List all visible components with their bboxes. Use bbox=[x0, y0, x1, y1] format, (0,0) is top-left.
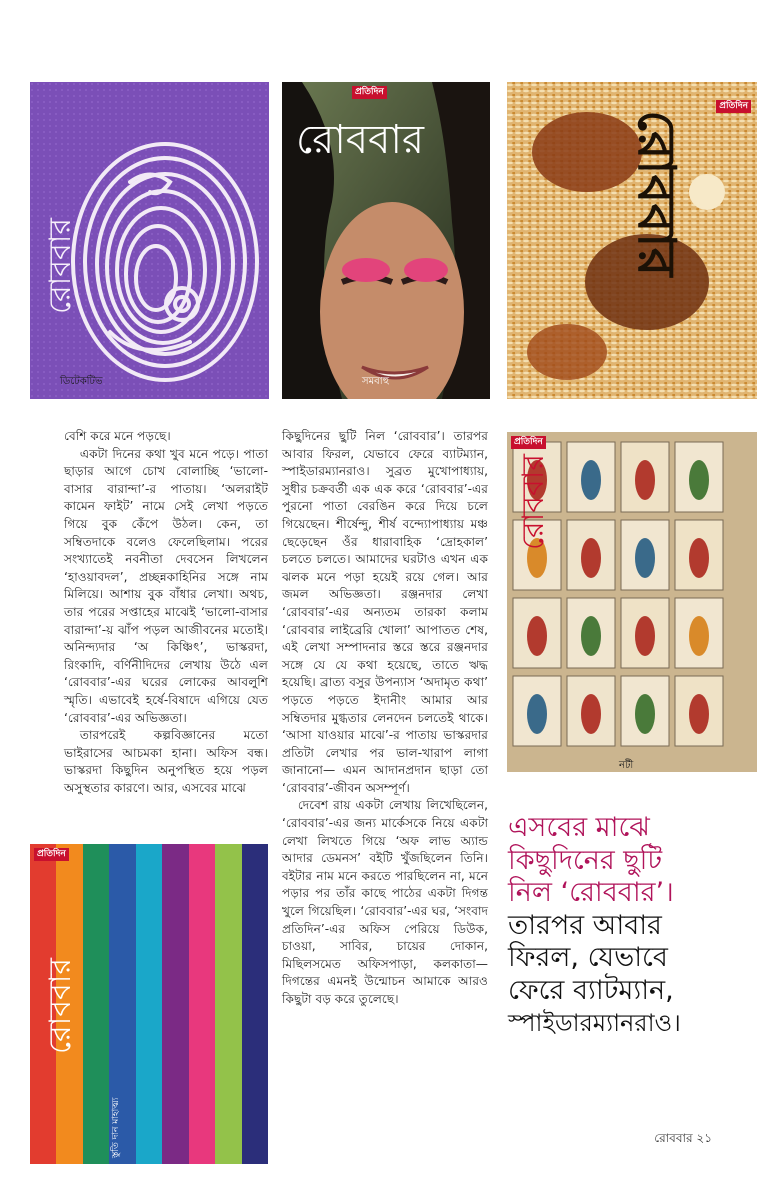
cover-caption: সমবাহু bbox=[362, 376, 390, 387]
cover-portrait bbox=[282, 82, 490, 399]
cover-brand: প্রতিদিন bbox=[34, 848, 69, 861]
cover-caption: স্তুতি দান মাহাত্ম্য bbox=[111, 1097, 121, 1158]
pull-quote-line: ফেরে ব্যাটম্যান, bbox=[508, 974, 674, 1006]
cover-fingerprint bbox=[30, 82, 269, 399]
cover-caption: ডিটেকটিভ bbox=[60, 376, 103, 387]
article-paragraph: একটা দিনের কথা খুব মনে পড়ে। পাতা ছাড়ার আগে চোখ বোলাচ্ছি ‘ভালো-বাসার বারান্দা’-র পাতায়। ‘অলরাইট কামেন ফাইট’ নামে সেই লেখা পড়তে গিয়ে বুক কেঁপে উঠল। কেন, তা সম্বিতদাকে বলেও ফেলেছিলাম। পরের সংখ্যাতেই নবনীতা দেবসেন লিখলেন ‘হাওয়াবদল’, প্রচ্ছন্নকাহিনির সঙ্গে নাম মিলিয়ে। আশায় বুক বাঁধার লেখা। অথচ, তার পরের সপ্তাহের মাঝেই ‘ভালো-বাসার বারান্দা’-য় ঝাঁপ পড়ল আজীবনের মতোই। অনিন্দ্যদার ‘অ কিঞ্চিৎ’, ভাস্করদা, রিংকাদি, বর্ণিনীদিদের লেখায় উঠে এল ‘রোববার’-এর ঘরের লোকের আবলুশি স্মৃতি। এভাবেই হর্ষে-বিষাদে এগিয়ে যেত ‘রোববার’-এর অভিজ্ঞতা। bbox=[64, 446, 268, 725]
pull-quote-line: স্পাইডারম্যানরাও। bbox=[508, 1009, 681, 1037]
color-stripe bbox=[136, 844, 162, 1164]
cover-cards bbox=[507, 432, 757, 772]
cover-stripes bbox=[30, 844, 268, 1164]
cover-food bbox=[507, 82, 757, 399]
cover-title: রোববার bbox=[43, 218, 78, 314]
cover-title: রোববার bbox=[516, 454, 551, 550]
color-stripe bbox=[162, 844, 188, 1164]
cover-title: রোববার bbox=[626, 110, 687, 277]
pull-quote-line: এসবের মাঝে bbox=[508, 812, 650, 843]
cover-title: রোববার bbox=[43, 958, 78, 1054]
color-stripe bbox=[215, 844, 241, 1164]
article-column-2 bbox=[282, 428, 488, 1009]
cover-brand: প্রতিদিন bbox=[352, 86, 387, 99]
article-column-1 bbox=[64, 428, 268, 797]
page-folio: রোববার ২১ bbox=[654, 1131, 712, 1145]
article-paragraph: বেশি করে মনে পড়ছে। bbox=[64, 429, 171, 443]
article-paragraph: কিছুদিনের ছুটি নিল ‘রোববার’। তারপর আবার ফিরল, যেভাবে ফেরে ব্যাটম্যান, স্পাইডারম্যানরাও। সুব্রত মুখোপাধ্যায়, সুধীর চক্রবর্তী এক এক করে ‘রোববার’-এর পুরনো পাতা বেরঙিন করে দিয়ে চলে গিয়েছেন। শীর্ষেন্দু, শীর্ষ বন্দ্যোপাধ্যায় মঞ্চ ছেড়েছেন ওঁর ধারাবাহিক ‘দ্রোহকাল’ চলতে চলতে। আমাদের ঘরটাও এখন এক ঝলক মনে পড়া হয়েই রয়ে গেল। আর জমল অভিজ্ঞতা। রঞ্জনদার লেখা ‘রোববার’-এর অন্যতম তারকা কলাম ‘রোববার লাইব্রেরি খোলা’ আপাতত শেষ, এই লেখা সম্পাদনার স্তরে স্তরে রঞ্জনদার সঙ্গে যে যে কথা হয়েছে, তাতে ঋদ্ধ হয়েছি। ব্রাত্য বসুর উপন্যাস ‘অদামৃত কথা’ পড়তে পড়তে ইদানীং আমার আর সম্বিতদার মুগ্ধতার লেনদেন চলতেই থাকে। ‘আসা যাওয়ার মাঝে’-র পাতায় ভাস্করদার প্রতিটা লেখার পর ভাল-খারাপ লাগা জানানো— এমন আদানপ্রদান ছাড়া তো ‘রোববার’-জীবন অসম্পূর্ণ। bbox=[282, 429, 488, 795]
article-paragraph: দেবেশ রায় একটা লেখায় লিখেছিলেন, ‘রোববার’-এর জন্য মার্কেসকে নিয়ে একটা লেখা লিখতে গিয়ে ‘অফ লাভ অ্যান্ড আদার ডেমনস’ বইটি খুঁজছিলেন তিনি। বইটার নাম মনে করতে পারছিলেন না, মনে পড়ার পর তাঁর কাছে পাঠের একটা দিগন্ত খুলে গিয়েছিল। ‘রোববার’-এর ঘর, ‘সংবাদ প্রতিদিন’-এর অফিস পেরিয়ে ডিউক, চাওয়া, সাবির, চায়ের দোকান, মিছিলসমেত অফিসপাড়া, কলকাতা— দিগন্তের এমনই উন্মোচন আমাকে আরও কিছুটা বড় করে তুলেছে। bbox=[282, 798, 488, 1006]
cover-title: রোববার bbox=[296, 117, 424, 163]
pull-quote-line: ফিরল, যেভাবে bbox=[508, 942, 668, 973]
article-paragraph: তারপরেই কল্পবিজ্ঞানের মতো ভাইরাসের আচমকা হানা। অফিস বন্ধ। ভাস্করদা কিছুদিন অনুপস্থিত হয়ে পড়ল অসুস্থতার কারণে। আর, এসবের মাঝে bbox=[64, 728, 268, 795]
pull-quote-line: কিছুদিনের ছুটি bbox=[508, 844, 663, 876]
cover-brand: প্রতিদিন bbox=[716, 100, 751, 113]
pull-quote-line: তারপর আবার bbox=[508, 909, 662, 941]
color-stripe bbox=[189, 844, 215, 1164]
color-stripe bbox=[242, 844, 268, 1164]
cover-caption: নটী bbox=[619, 760, 634, 771]
pull-quote bbox=[508, 812, 758, 1040]
pull-quote-line: নিল ‘রোববার’। bbox=[508, 877, 674, 908]
cover-brand: প্রতিদিন bbox=[511, 436, 546, 449]
